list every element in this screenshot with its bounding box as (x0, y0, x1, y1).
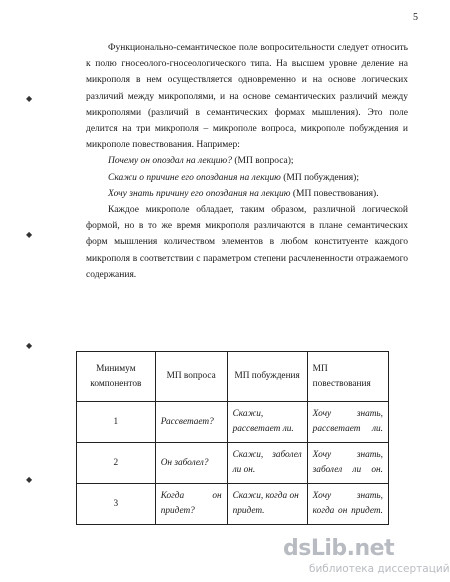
paragraph-main: Каждое микрополе обладает, таким образом, различной логической формой, но в то же время микрополя различаются в плане семантических форм мышления количеством элементов в любом конституенте каждого микрополя в соответствии с параметром степени расчлененности отражаемого содержания. (86, 205, 408, 280)
paragraph-intro: Функционально-семантическое поле вопросительности следует относить к полю гносеолого-гносеологического типа. На высшем уровне деление на микрополя в нем осуществляется одновременно и на основе логических различий между микрополями, и на основе семантических различий между микрополями (различий в семантических формах мышления). Это поле делится на три микрополя – микрополе вопроса, микрополе побуждения и микрополе повествования. Например: (86, 43, 408, 151)
cell-line: заболел ли он. (312, 465, 383, 475)
cell-question (155, 484, 227, 525)
cell-declarative (307, 443, 388, 484)
table-row (77, 402, 389, 443)
cell-imperative (227, 402, 307, 443)
cell-count: 2 (77, 443, 156, 484)
cell-question: Рассветает? (155, 402, 227, 443)
example-declarative (86, 186, 408, 202)
example-note: (МП вопроса); (231, 156, 294, 167)
cell-line: Когда он (160, 491, 222, 501)
table-row (77, 443, 389, 484)
cell-line: Хочу знать, (312, 409, 383, 419)
microfield-table (76, 351, 389, 525)
example-question (86, 153, 408, 169)
example-text: Скажи о причине его опоздания на лекцию (108, 172, 281, 183)
table-row (77, 484, 389, 525)
table-header-row (77, 352, 389, 402)
cell-declarative (307, 484, 388, 525)
cell-declarative (307, 402, 388, 443)
cell-line: когда он придет. (312, 506, 383, 516)
watermark (283, 536, 450, 578)
example-text: Хочу знать причину его опоздания на лекцию (108, 188, 291, 199)
cell-imperative (227, 484, 307, 525)
margin-mark: ◆ (26, 341, 33, 350)
cell-question: Он заболел? (155, 443, 227, 484)
example-text: Почему он опоздал на лекцию? (108, 156, 232, 167)
watermark-logo: dsLib.net (283, 536, 395, 561)
page-number: 5 (413, 12, 418, 23)
cell-line: рассветает ли. (232, 424, 294, 434)
cell-line: придет. (232, 506, 265, 516)
cell-count: 1 (77, 402, 156, 443)
cell-line: придет? (160, 506, 195, 516)
cell-line: Хочу знать, (312, 491, 383, 501)
cell-count: 3 (77, 484, 156, 525)
cell-line: Хочу знать, (312, 450, 383, 460)
cell-line: ли он. (232, 465, 256, 475)
header-mp-declarative: МП повествования (307, 352, 388, 402)
cell-line: Скажи, заболел (232, 450, 302, 460)
example-imperative (86, 170, 408, 186)
margin-mark: ◆ (26, 230, 33, 239)
cell-line: Скажи, (232, 409, 264, 419)
cell-line: Скажи, когда он (232, 491, 299, 501)
header-mp-question: МП вопроса (155, 352, 227, 402)
cell-imperative (227, 443, 307, 484)
margin-mark: ◆ (26, 94, 33, 103)
example-note: (МП повествования). (290, 188, 379, 199)
watermark-subtitle: библиотека диссертаций (309, 563, 450, 575)
header-mp-imperative: МП побуждения (227, 352, 307, 402)
cell-line: рассветает ли. (312, 424, 383, 434)
header-min-components: Минимум компонентов (77, 352, 156, 402)
margin-mark: ◆ (26, 475, 33, 484)
text-block (86, 40, 408, 283)
example-note: (МП побуждения); (280, 172, 359, 183)
